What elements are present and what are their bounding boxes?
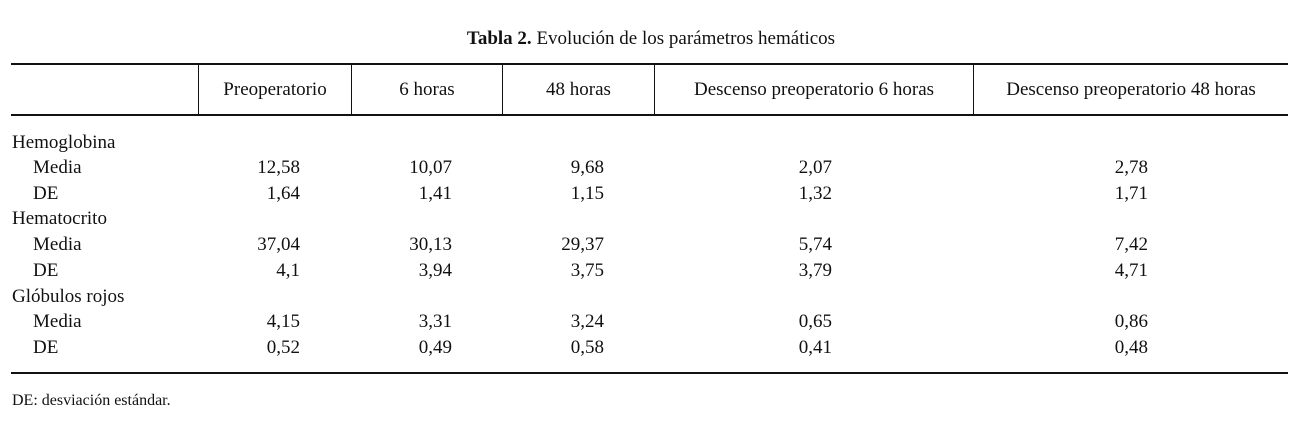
row-label: Media (33, 311, 82, 332)
cell-descenso-6-horas: 1,32 (798, 183, 832, 204)
group-label: Hemoglobina (12, 132, 116, 153)
header-rule (11, 114, 1288, 116)
cell-preoperatorio: 37,04 (257, 234, 300, 255)
cell-6-horas: 3,94 (418, 260, 452, 281)
row-label: DE (33, 260, 59, 281)
group-row-hematocrito (0, 206, 1302, 232)
cell-descenso-48-horas: 4,71 (1114, 260, 1148, 281)
cell-preoperatorio: 1,64 (266, 183, 300, 204)
group-label: Hematocrito (12, 208, 107, 229)
cell-6-horas: 30,13 (409, 234, 452, 255)
cell-6-horas: 10,07 (409, 157, 452, 178)
cell-descenso-48-horas: 1,71 (1114, 183, 1148, 204)
cell-descenso-6-horas: 5,74 (798, 234, 832, 255)
cell-descenso-6-horas: 0,65 (798, 311, 832, 332)
table-row (0, 335, 1302, 361)
cell-descenso-48-horas: 2,78 (1114, 157, 1148, 178)
row-label: DE (33, 337, 59, 358)
cell-48-horas: 29,37 (561, 234, 604, 255)
column-header-descenso-48-horas: Descenso preoperatorio 48 horas (1006, 79, 1256, 100)
cell-48-horas: 9,68 (570, 157, 604, 178)
cell-48-horas: 3,75 (570, 260, 604, 281)
group-label: Glóbulos rojos (12, 286, 125, 307)
row-label: DE (33, 183, 59, 204)
cell-6-horas: 3,31 (418, 311, 452, 332)
table-footnote: DE: desviación estándar. (12, 392, 171, 409)
table-row (0, 232, 1302, 258)
cell-descenso-6-horas: 0,41 (798, 337, 832, 358)
row-label: Media (33, 234, 82, 255)
group-row-hemoglobina (0, 130, 1302, 156)
table-caption: Evolución de los parámetros hemáticos (536, 28, 836, 49)
cell-descenso-48-horas: 0,86 (1114, 311, 1148, 332)
table-row (0, 258, 1302, 284)
cell-descenso-48-horas: 0,48 (1114, 337, 1148, 358)
group-row-globulos-rojos (0, 284, 1302, 310)
column-header-6-horas: 6 horas (399, 79, 455, 100)
column-header-descenso-6-horas: Descenso preoperatorio 6 horas (693, 79, 935, 100)
table-row (0, 309, 1302, 335)
table-row (0, 181, 1302, 207)
column-header-48-horas: 48 horas (546, 79, 611, 100)
table-row (0, 155, 1302, 181)
cell-preoperatorio: 4,1 (276, 260, 300, 281)
bottom-rule (11, 372, 1288, 374)
cell-preoperatorio: 0,52 (266, 337, 300, 358)
cell-preoperatorio: 4,15 (266, 311, 300, 332)
row-label: Media (33, 157, 82, 178)
cell-48-horas: 1,15 (570, 183, 604, 204)
column-header-preoperatorio: Preoperatorio (223, 79, 327, 100)
cell-48-horas: 3,24 (570, 311, 604, 332)
table-number: Tabla 2. (466, 28, 532, 49)
cell-preoperatorio: 12,58 (257, 157, 300, 178)
cell-descenso-6-horas: 3,79 (798, 260, 832, 281)
cell-6-horas: 1,41 (418, 183, 452, 204)
cell-descenso-6-horas: 2,07 (798, 157, 832, 178)
cell-6-horas: 0,49 (418, 337, 452, 358)
cell-48-horas: 0,58 (570, 337, 604, 358)
cell-descenso-48-horas: 7,42 (1114, 234, 1148, 255)
table-title (0, 28, 1302, 50)
